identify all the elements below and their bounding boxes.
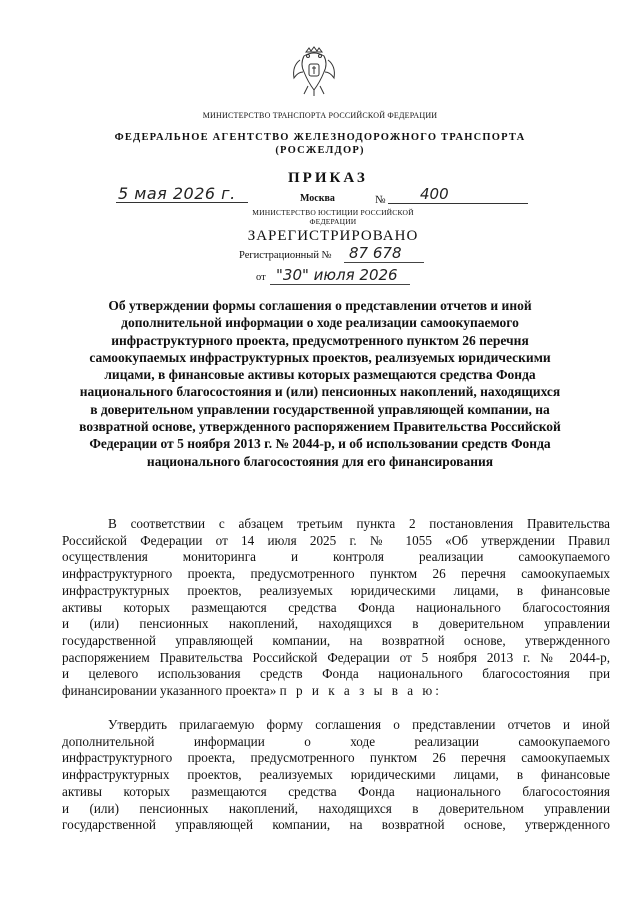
title-line: самоокупаемых инфраструктурных проектов, реализуемых юридическими (89, 349, 551, 365)
title-line: в доверительном управлении государственной управляющей компании, на (90, 401, 550, 417)
paragraph-order (62, 717, 610, 834)
order-number: 400 (420, 185, 449, 203)
paragraph-preamble (62, 516, 610, 700)
stamp-date-label: от (256, 272, 266, 283)
stamp-registered: ЗАРЕГИСТРИРОВАНО (247, 228, 419, 244)
document-title (48, 297, 592, 470)
paragraph-last-text: финансировании указанного проекта» (62, 683, 277, 699)
agency-name-line1: ФЕДЕРАЛЬНОЕ АГЕНТСТВО ЖЕЛЕЗНОДОРОЖНОГО ТРАНСПОРТА (114, 132, 526, 143)
paragraph-line: осуществления мониторинга и контроля реализации самоокупаемого (62, 549, 610, 565)
paragraph-line: государственной управляющей компании, на возвратной основе, утвержденного (62, 817, 610, 833)
title-line: инфраструктурного проекта, предусмотренного пунктом 26 перечня (111, 332, 529, 348)
number-sign: № (375, 194, 386, 206)
title-line: дополнительной информации о ходе реализации самоокупаемого (121, 315, 519, 331)
paragraph-line: дополнительной информации о ходе реализации самоокупаемого (62, 733, 610, 749)
order-command: п р и к а з ы в а ю: (279, 683, 442, 699)
paragraph-line: и (или) пенсионных накоплений, находящихся в доверительном управлении (62, 800, 610, 816)
paragraph-line: активы которых размещаются средства Фонда национального благосостояния (62, 599, 610, 615)
document-city: Москва (300, 193, 335, 204)
paragraph-line: и (или) пенсионных накоплений, находящихся в доверительном управлении (62, 616, 610, 632)
stamp-reg-number: 87 678 (349, 244, 402, 262)
stamp-date-underline (270, 284, 410, 285)
paragraph-line: активы которых размещаются средства Фонда национального благосостояния (62, 783, 610, 799)
title-line: Федерации от 5 ноября 2013 г. № 2044-р, и об использовании средств Фонда (89, 436, 551, 452)
paragraph-line: инфраструктурного проекта, предусмотренного пунктом 26 перечня самоокупаемых (62, 750, 610, 766)
paragraph-line: В соответствии с абзацем третьим пункта 2 постановления Правительства (108, 516, 610, 531)
title-line: национального благосостояния для его финансирования (146, 453, 494, 469)
title-line: возвратной основе, утвержденного распоряжением Правительства Российской (79, 419, 561, 435)
order-date: 5 мая 2026 г. (118, 184, 236, 203)
stamp-reg-label: Регистрационный № (239, 250, 332, 261)
stamp-date: "30" июля 2026 (276, 266, 398, 284)
paragraph-line: Российской Федерации от 14 июля 2025 г. № 1055 «Об утверждении Правил (62, 532, 610, 548)
paragraph-line: государственной управляющей компании, на возвратной основе, утвержденного (62, 632, 610, 648)
title-line: Об утверждении формы соглашения о представлении отчетов и иной (108, 298, 532, 313)
date-underline (116, 202, 248, 203)
stamp-ministry: МИНИСТЕРСТВО ЮСТИЦИИ РОССИЙСКОЙ ФЕДЕРАЦИИ (252, 208, 414, 226)
paragraph-line: распоряжением Правительства Российской Федерации от 5 ноября 2013 г. № 2044-р, (62, 649, 610, 665)
paragraph-line: Утвердить прилагаемую форму соглашения о представлении отчетов и иной (108, 717, 610, 732)
title-line: лицами, в финансовые активы которых размещаются средства Фонда (104, 367, 536, 383)
coat-of-arms-icon (290, 46, 338, 98)
paragraph-last-line (62, 683, 610, 700)
paragraph-line: инфраструктурных проектов, реализуемых юридическими лицами, в финансовые (62, 582, 610, 598)
agency-name (0, 131, 640, 157)
registration-stamp (234, 204, 432, 288)
agency-name-line2: (РОСЖЕЛДОР) (275, 145, 365, 156)
paragraph-line: и целевого использования средств Фонда национального благосостояния при (62, 666, 610, 682)
paragraph-line: инфраструктурных проектов, реализуемых юридическими лицами, в финансовые (62, 767, 610, 783)
document-type: ПРИКАЗ (288, 170, 368, 186)
stamp-reg-underline (344, 262, 424, 263)
title-line: национального благосостояния и (или) пенсионных накоплений, находящихся (79, 384, 561, 400)
ministry-name: МИНИСТЕРСТВО ТРАНСПОРТА РОССИЙСКОЙ ФЕДЕРАЦИИ (202, 111, 438, 120)
paragraph-line: инфраструктурного проекта, предусмотренного пунктом 26 перечня самоокупаемых (62, 566, 610, 582)
